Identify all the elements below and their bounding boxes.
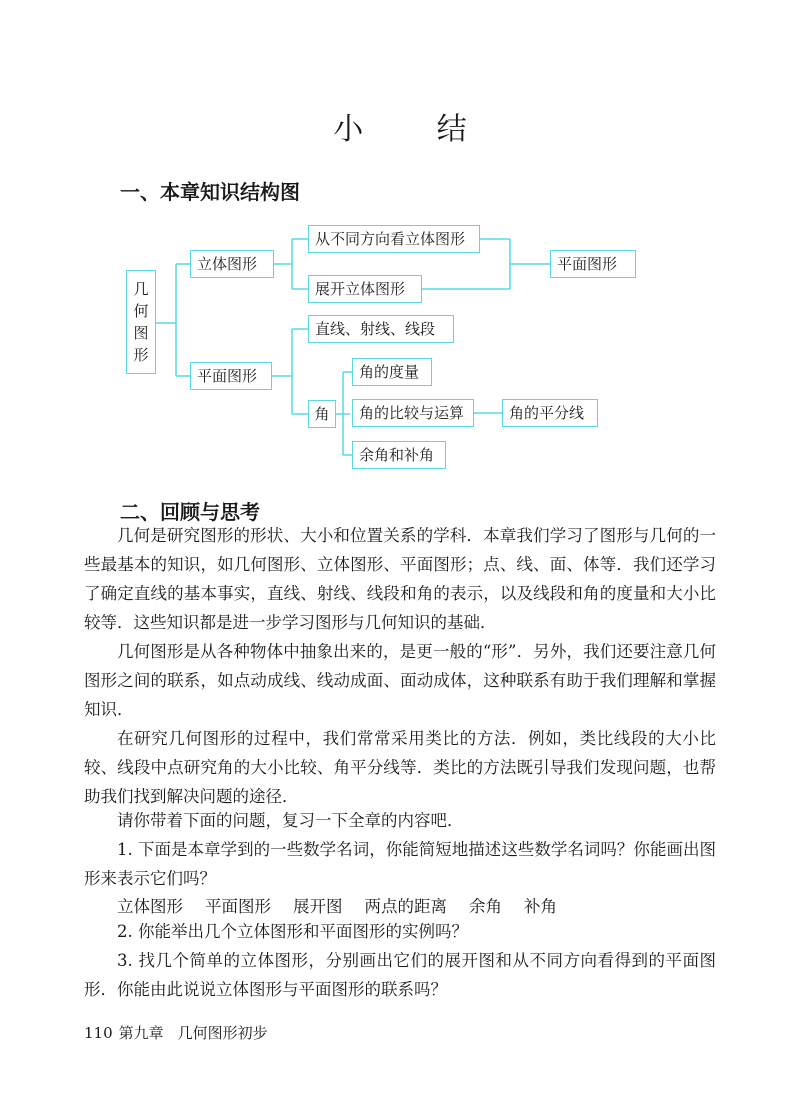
node-view-solid: 从不同方向看立体图形: [308, 225, 480, 253]
chapter-title: 几何图形初步: [177, 1024, 268, 1042]
chapter-label: 第九章: [118, 1024, 164, 1042]
connector-root: [156, 264, 190, 376]
term-item: 两点的距离: [364, 897, 447, 916]
term-item: 立体图形: [117, 897, 183, 916]
paragraph-prompt: 请你带着下面的问题，复习一下全章的内容吧．: [117, 811, 464, 830]
node-geometry-char: 图: [133, 324, 149, 342]
connector-solid: [274, 239, 308, 289]
node-angle-measure: 角的度量: [352, 358, 432, 386]
paragraph-figures: 几何图形是从各种物体中抽象出来的，是更一般的“形”．另外，我们还要注意几何图形之间的联系，如点动成线、线动成面、面动成体，这种联系有助于我们理解和掌握知识．: [84, 642, 716, 719]
node-geometry: [126, 270, 156, 374]
question-2: 2. 你能举出几个立体图形和平面图形的实例吗？: [117, 922, 468, 941]
paragraph-intro: 几何是研究图形的形状、大小和位置关系的学科．本章我们学习了图形与几何的一些最基本的知识，如几何图形、立体图形、平面图形；点、线、面、体等．我们还学习了确定直线的基本事实，直线、射线、线段和角的表示，以及线段和角的度量和大小比较等．这些知识都是进一步学习图形与几何知识的基础．: [84, 526, 716, 632]
question-1: 1. 下面是本章学到的一些数学名词，你能简短地描述这些数学名词吗？你能画出图形来表示它们吗？: [84, 840, 716, 888]
page-number: 110: [84, 1024, 113, 1042]
question-3: 3. 找几个简单的立体图形，分别画出它们的展开图和从不同方向看得到的平面图形．你能由此说说立体图形与平面图形的联系吗？: [84, 951, 716, 999]
node-geometry-char: 几: [133, 280, 149, 298]
node-plane-figure: 平面图形: [190, 362, 272, 390]
node-angle-bisector: 角的平分线: [502, 399, 598, 427]
term-item: 余角: [469, 897, 502, 916]
term-item: 展开图: [293, 897, 343, 916]
paragraph-analogy: 在研究几何图形的过程中，我们常常采用类比的方法．例如，类比线段的大小比较、线段中点研究角的大小比较、角平分线等．类比的方法既引导我们发现问题，也帮助我们找到解决问题的途径．: [84, 729, 716, 806]
page-title: 小 结: [333, 112, 499, 147]
node-lines: 直线、射线、线段: [308, 315, 454, 343]
knowledge-structure-diagram: [0, 0, 800, 480]
node-geometry-char: 何: [133, 302, 149, 320]
term-item: 补角: [524, 897, 557, 916]
node-solid-figure: 立体图形: [190, 250, 274, 278]
node-angle: 角: [308, 400, 336, 428]
page-footer: [84, 1022, 268, 1043]
term-item: 平面图形: [205, 897, 271, 916]
connector-angle: [336, 372, 352, 455]
node-plane-result: 平面图形: [550, 250, 636, 278]
node-geometry-char: 形: [133, 346, 149, 364]
section-heading-structure: 一、本章知识结构图: [120, 180, 300, 204]
node-angle-compare: 角的比较与运算: [352, 399, 474, 427]
node-unfold-solid: 展开立体图形: [308, 275, 422, 303]
section-heading-review: 二、回顾与思考: [120, 500, 260, 524]
connector-plane: [272, 329, 308, 414]
node-complement: 余角和补角: [352, 441, 446, 469]
